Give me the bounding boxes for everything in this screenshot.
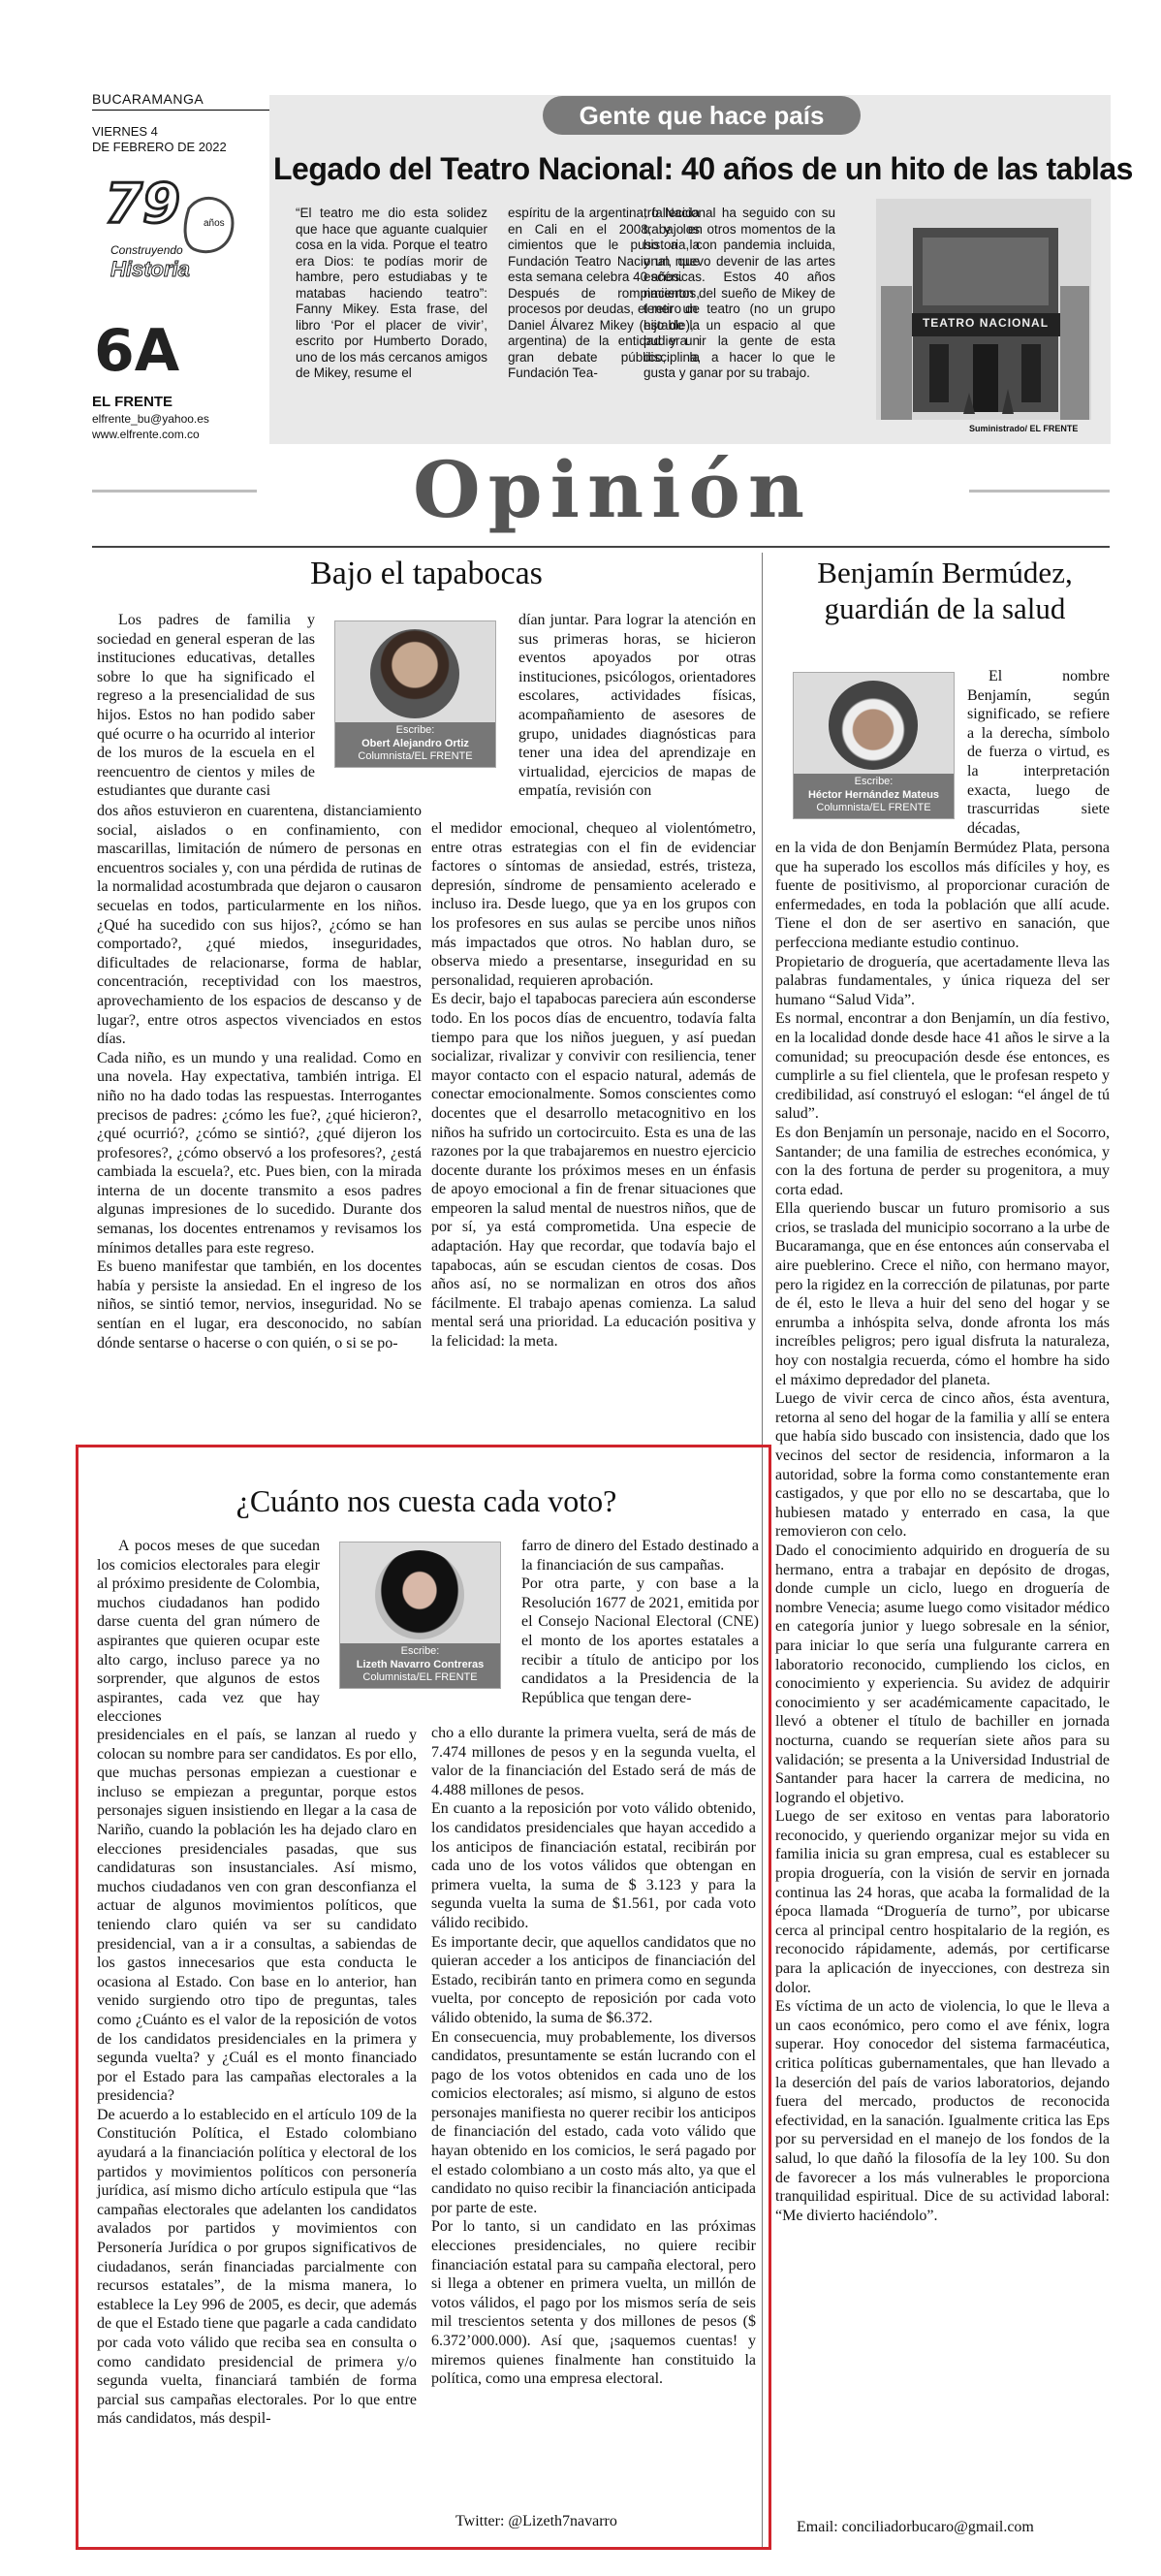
section-badge: Gente que hace país [543, 96, 861, 135]
article3-title-2: guardián de la salud [824, 591, 1066, 625]
article2-col2-top: farro de dinero del Estado destinado a la financiación de sus campañas. Por otra parte, y con base a la Resolución 1677 de 2021, emitida por el Consejo Nacional Electoral (CNE) el monto de los aportes estatales a recibir a título de anticipo por los candidatos a la Presidencia de la República que tengan dere- [521, 1538, 759, 1706]
article1-title: Bajo el tapabocas [310, 556, 543, 591]
article2-twitter[interactable]: Twitter: @Lizeth7navarro [455, 2513, 617, 2529]
article3-col-top: El nombre Benjamín, según significado, se refiere a la derecha, símbolo de fuerza o virtud, es la interpretación exacta, luego de trascurridas siete décadas, [967, 668, 1110, 837]
article1-col1-top: Los padres de familia y sociedad en general esperan de las instituciones educativas, detalles sobre lo que ha significado el regreso a la presencialidad de sus hijos. Estos no han podido saber qué ocurre o ha ocurrido al interior de los muros de la escuela en el reencuentro de cientos y miles de estudiantes que durante casi [97, 612, 315, 800]
feature-title: Legado del Teatro Nacional: 40 años de un hito de las tablas [273, 151, 1133, 186]
section-divider [92, 546, 1110, 548]
author-card-1 [334, 620, 496, 768]
city-label: BUCARAMANGA [92, 91, 204, 107]
section-rule-left [92, 490, 257, 493]
article3-email[interactable]: Email: conciliadorbucaro@gmail.com [797, 2519, 1034, 2535]
article2-col1-bottom: presidenciales en el país, se lanzan al ruedo y colocan su nombre para ser candidatos. Es por ello, que muchas personas empiezan a cuestionar e incluso se empiezan a preguntar, porque estos personajes siguen insistiendo en llegar a la casa de Nariño, cuando la población les ha dejado claro en elecciones presidenciales pasadas, que sus candidaturas son insustanciales. Así mismo, muchos ciudadanos ven con gran desconfianza el actuar de algunos movimientos políticos, que teniendo claro quién va ser su candidato presidencial, van a ir a consultas, a sabiendas de los gastos innecesarios que esta conducta le ocasiona al Estado. Con base en lo anterior, han venido surgiendo otro tipo de preguntas, tales como ¿Cuánto es el valor de la reposición de votos de los candidatos presidenciales en la primera y segunda vuelta? y ¿Cuál es el monto financiado por el Estado para las campañas electorales a la presidencia? De acuerdo a lo establecido en el artículo 109 de la Constitución Política, el Estado colombiano ayudará a la financiación política y electoral de los partidos y movimientos políticos con personería jurídica, así mismo dicho artículo estipula que “las campañas electorales que adelanten los candidatos avalados por partidos y movimientos con Personería Jurídica o por grupos significativos de ciudadanos, serán financiadas parcialmente con recursos estatales”, de la misma manera, lo establece la Ley 996 de 2005, es decir, que además de que el Estado tiene que pagarle a cada candidato por cada voto válido que reciba sea en consulta o como candidato presidencial de primera y/o segunda vuelta, financiará también de forma parcial sus campañas electorales. Por lo que entre más candidatos, más despil- [97, 1727, 417, 2428]
article2-title: ¿Cuánto nos cuesta cada voto? [235, 1483, 617, 1518]
paper-website: www.elfrente.com.co [92, 428, 200, 441]
author-role-1: Columnista/EL FRENTE [358, 750, 473, 762]
author-card-3 [793, 672, 955, 819]
logo-sub-years: años [204, 218, 225, 229]
author-photo-1 [370, 629, 459, 718]
article1-col1-bottom: dos años estuvieron en cuarentena, distanciamiento social, aislados o en confinamiento, con mascarillas, limitación de número de personas en encuentros sociales y, con una pérdida de rutinas de la normalidad acostumbrada que dejaron o causaron secuelas en todos, particularmente en los niños. ¿Qué ha sucedido con sus hijos?, ¿cómo se han comportado?, ¿qué miedos, inseguridades, dificultades de relacionarse, forma de hablar, concentración, receptividad con los maestros, aprovechamiento de los espacios de descanso y de lugar?, entre otros aspectos vivenciados en estos días. Cada niño, es un mundo y una realidad. Como en una novela. Hay expectativa, también intriga. El niño no ha dado todas las respuestas. Interrogantes precisos de padres: ¿cómo les fue?, ¿qué hicieron?, ¿qué ocurrió?, ¿cómo se sintió?, ¿qué dijeron los profesores?, ¿cómo observó a los profesores?, ¿está cambiada la escuela?, etc. Pues bien, con la mirada interna de un docente transmito a esos padres algunas impresiones de lo sucedido. Durante dos semanas, los docentes entrenamos y revisamos los mínimos detalles para este regreso. Es bueno manifestar que también, en los docentes había y persiste la ansiedad. En el ingreso de los niños, se sintió temor, nervios, inseguridad. No se sentían en el lugar, era desconocido, no sabían dónde sentarse o hacerse o con quién, o si se po- [97, 803, 422, 1352]
author-name-3: Héctor Hernández Mateus [807, 789, 940, 801]
date-line-1: VIERNES 4 [92, 124, 158, 139]
article3-col-bottom: en la vida de don Benjamín Bermúdez Plata, persona que ha superado los escollos más difíciles y hoy, es fuente de positivismo, al proporcionar curación de enfermedades, en toda la población que allí acude. Tiene el don de ser asertivo en sanación, que perfecciona mediante estudio continuo. Propietario de droguería, que acertadamente lleva las palabras fundamentales, y única riqueza del ser humano “Salud Vida”. Es normal, encontrar a don Benjamín, un día festivo, en la localidad donde desde hace 41 años le sirve a la comunidad; su preocupación desde ése entonces, es cumplirle a su fiel clientela, que le profesan respeto y credibilidad, así construyó el eslogan: “el ángel de tú salud”. Es don Benjamín un personaje, nacido en el Socorro, Santander; de una familia de estreches económica, y con la des fortuna de perder su progenitora, a muy corta edad. Ella queriendo buscar un futuro promisorio a sus crios, se traslada del municipio socorrano a la urbe de Bucaramanga, que en ése entonces aún conservaba el aire pueblerino. Crece el niño, con hermano mayor, pero la rigidez en la corrección de pilatunas, por parte de él, esto le lleva a huir del seno del hogar y se enrumba a inhóspita selva, donde afronta los más increíbles peligros; pero igual disfruta la naturaleza, hoy con nostalgia recuerda, cómo el hombre ha sido el máximo depredador del planeta. Luego de vivir cerca de cinco años, ésta aventura, retorna al seno del hogar de la familia y allí se entera que había sido buscado con insistencia, dado que los vecinos del sector de residencia, informaron a la autoridad, sobre la forma como constantemente eran castigados, y que por ello no se descartaba, que lo hubiesen matado y enterrado en casa, la que removieron con celo. Dado el conocimiento adquirido en droguería de su hermano, entra a trabajar en depósito de drogas, donde cumple un ciclo, luego en droguería de nombre Venecia; asume luego como visitador médico en categoría junior y luego sobresale en la sénior, para iniciar lo que sería una fulgurante carrera en laboratorio reconocido, cumpliendo los ciclos, en conocimiento y experiencia. Su avidez de adquirir conocimiento y ser académicamente capacitado, le llevó a obtener el título de bachiller en jornada nocturna, cuando se requerían siete años para su validación; se presenta a la Universidad Industrial de Santander para hacer la carrera de medicina, no logrando el objetivo. Luego de ser exitoso en ventas para laboratorio reconocido, y queriendo organizar mejor su vida en familia inicia su gran empresa, cual es establecer su propia droguería, con la visión de servir en jornada continua las 24 horas, que acaba la formalidad de la época llamada “Droguería de turno”, por ubicarse cerca al principal centro hospitalario de la región, es reconocido rápidamente, además, por certificarse para la aplicación de inyecciones, con destreza sin dolor. Es víctima de un acto de violencia, lo que le lleva a un caos económico, pero como el ave fénix, logra superar. Hoy conocedor del sistema farmacéutica, critica políticas gubernamentales, que han llevado a la deserción del país de varios laboratorios, dejando fuera del mercado, productos de reconocida efectividad, en la sanación. Igualmente critica las Eps por su perversidad en el manejo de los fondos de la salud, lo que dañó la filosofía de la ley 100. Su don de favorecer a los más vulnerables le proporciona tranquilidad espiritual. Dice de su actividad laboral: “Me divierto haciéndolo”. [775, 840, 1110, 2224]
theatre-photo [876, 199, 1091, 420]
paper-name: EL FRENTE [92, 394, 173, 410]
author-role-2: Columnista/EL FRENTE [362, 1671, 478, 1683]
feature-col-1: “El teatro me dio esta solidez que hace que aguante cualquier cosa en la vida. Porque el teatro era Dios: te podías morir de hambre, pero estudiabas y te matabas haciendo teatro”: Fanny Mikey. Esta frase, del libro ‘Por el placer de vivir’, escrito por Humberto Dorado, uno de los más cercanos amigos de Mikey, resume el [296, 206, 487, 380]
feature-col-3: tro Nacional ha seguido con su trabajo en otros momentos de la historia, con pandemia incluida, y un nuevo devenir de las artes escénicas. Estos 40 años nacieron del sueño de Mikey de tener un teatro (no un grupo estable), un espacio al que pudiera ir la gente de esta disciplina, a hacer lo que le gusta y ganar por su trabajo. [643, 206, 835, 380]
author-card-2 [339, 1542, 501, 1689]
theatre-sign: TEATRO NACIONAL [922, 316, 1050, 330]
logo-sub-building: Construyendo [110, 243, 183, 257]
theatre-building-graphic [876, 199, 1091, 420]
logo-sub-history: Historia [110, 257, 190, 281]
anniversary-logo [97, 173, 242, 291]
section-rule-right [969, 490, 1110, 493]
author-label-2: Escribe: [400, 1645, 440, 1657]
logo-number: 79 [105, 173, 180, 236]
author-photo-2 [375, 1550, 464, 1639]
article2-col2-bottom: cho a ello durante la primera vuelta, será de más de 7.474 millones de pesos y en la segunda vuelta, el valor de la financiación del Estado será de más de 4.488 millones de pesos. En cuanto a la reposición por voto válido obtenido, los candidatos presidenciales que hayan accedido a los anticipos de financiación estatal, recibirán por cada uno de los votos válidos que obtengan en primera vuelta, la suma de $ 3.123 y para la segunda vuelta la suma de $1.561, por cada voto válido recibido. Es importante decir, que aquellos candidatos que no quieran acceder a los anticipos de financiación del Estado, recibirán tanto en primera como en segunda vuelta, por concepto de reposición por cada voto válido obtenido, la suma de $6.372. En consecuencia, muy probablemente, los diversos candidatos, presuntamente se están lucrando con el pago de los votos obtenidos en cada uno de los comicios electorales; así mismo, si alguno de estos personajes manifiesta no querer recibir los anticipos de financiación del estado, cada voto válido que hayan obtenido en los comicios, le será pagado por el estado colombiano a un costo más alto, ya que el candidato no quiso recibir la financiación anticipada por parte de este. Por lo tanto, si un candidato en las próximas elecciones presidenciales, no quiere recibir financiación estatal para su campaña electoral, pero si llega a obtener en primera vuelta, un millón de votos válidos, el pago por los mismos sería de seis mil trescientos setenta y dos millones de pesos ($ 6.372’000.000). Así que, ¡saquemos cuentas! y miremos quienes finalmente han constituido la política, como una empresa electoral. [431, 1725, 756, 2388]
author-label-3: Escribe: [854, 776, 894, 787]
paper-email: elfrente_bu@yahoo.es [92, 412, 209, 426]
article2-col1-top: A pocos meses de que sucedan los comicios electorales para elegir al próximo presidente de Colombia, muchos ciudadanos han podido darse cuenta del gran número de aspirantes que quieren ocupar este alto cargo, incluso parece ya no sorprender, que algunos de estos aspirantes, cada vez que hay elecciones [97, 1538, 320, 1726]
feature-col-2: espíritu de la argentina, fallecida en Cali en el 2008, y los cimientos que le puso a la Fundación Teatro Nacional, que esta semana celebra 40 años. Después de rompimientos, procesos por deudas, el retiro de Daniel Álvarez Mikey (hijo de la argentina) de la entidad y un gran debate público, la Fundación Tea- [508, 206, 700, 380]
photo-credit: Suministrado/ EL FRENTE [969, 424, 1079, 433]
date-line-2: DE FEBRERO DE 2022 [92, 140, 227, 154]
article1-col2-top: dían juntar. Para lograr la atención en sus primeras horas, se hicieron eventos apoyados por otras instituciones, psicólogos, orientadores escolares, actividades físicas, acompañamiento de asesores de grupo, unidades diagnósticas para tener una idea del aprendizaje en virtualidad, ejercicios de mapas de empatía, revisión con [518, 612, 756, 800]
article1-col2-bottom: el medidor emocional, chequeo al violentómetro, entre otras estrategias con el fin de evidenciar factores o síntomas de ansiedad, estrés, tristeza, depresión, síndrome de pensamiento acelerado e incluso ira. Desde luego, que ya en los grupos con los profesores en sus aulas se percibe unos niños más impactados que otros. No hablan duro, se observa miedo a presentarse, inseguridad en su personalidad, requieren aprobación. Es decir, bajo el tapabocas pareciera aún esconderse todo. En los pocos días de encuentro, todavía falta tiempo para que los niños jueguen, y así puedan socializar, rivalizar y convivir con resiliencia, tener mayor contacto con el espacio natural, además de conectar emocionalmente. Somos conscientes como docentes que el desarrollo metacognitivo en los niños ha sufrido un cortocircuito. Esta es una de las razones por la que trabajaremos en nuestro ejercicio docente durante los próximos meses en un énfasis de apoyo emocional a fin de frenar situaciones que empeoren la salud mental de nuestros niños, que de por sí, ya está comprometida. Una especie de adaptación. Hay que recordar, que todavía bajo el tapabocas, aún se escudan cientos de cosas. Dos años así, no se normalizan en otros dos años fácilmente. El trabajo apenas comienza. La salud mental será una prioridad. La educación positiva y la felicidad: la meta. [431, 820, 756, 1351]
author-name-2: Lizeth Navarro Contreras [356, 1659, 485, 1670]
author-role-3: Columnista/EL FRENTE [816, 802, 931, 813]
author-name-1: Obert Alejandro Ortiz [361, 738, 469, 749]
author-label-1: Escribe: [395, 724, 435, 736]
author-photo-3 [829, 681, 918, 770]
section-title: Opinión [412, 444, 813, 535]
page-number: 6A [94, 317, 180, 385]
article3-title-1: Benjamín Bermúdez, [817, 556, 1073, 589]
